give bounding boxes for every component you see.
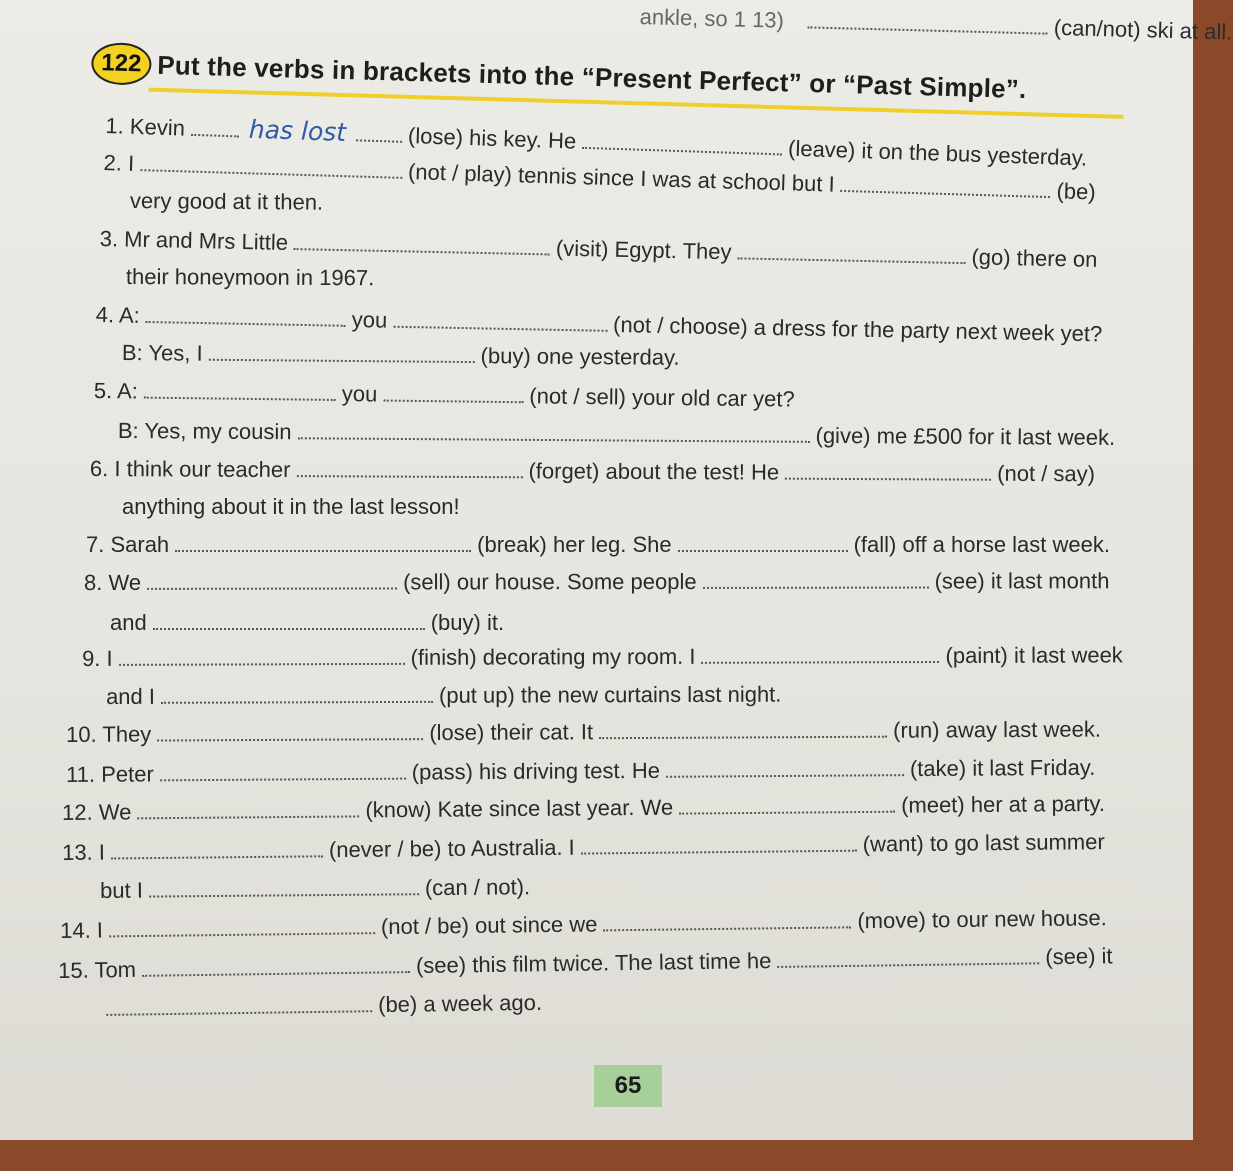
sentence-13 <box>62 829 1105 866</box>
answer-blank[interactable] <box>599 720 887 740</box>
verb-prompt: (meet) her at a party. <box>901 790 1106 818</box>
table-surface <box>0 1140 1193 1171</box>
answer-blank[interactable] <box>106 994 372 1016</box>
verb-prompt: (lose) his key. He <box>407 123 577 154</box>
exercise-header <box>91 42 1142 113</box>
verb-prompt: (fall) off a horse last week. <box>853 532 1110 557</box>
sentence-text: their honeymoon in 1967. <box>125 264 375 291</box>
verb-prompt: (buy) one yesterday. <box>480 343 680 370</box>
sentence-start: 9. I <box>82 645 113 671</box>
verb-prompt: (sell) our house. Some people <box>403 568 697 595</box>
sentence-10 <box>66 717 1101 748</box>
sentence-6 <box>90 456 1095 487</box>
handwritten-answer: has lost <box>248 114 347 147</box>
answer-blank[interactable] <box>144 381 336 401</box>
verb-prompt: (give) me £500 for it last week. <box>815 422 1116 450</box>
sentence-start: 8. We <box>84 569 142 595</box>
answer-blank[interactable] <box>703 571 929 589</box>
verb-prompt: (can / not). <box>424 874 531 901</box>
answer-blank[interactable] <box>149 877 419 897</box>
verb-prompt: (pass) his driving test. He <box>411 757 661 785</box>
answer-blank[interactable] <box>356 123 403 143</box>
page-number: 65 <box>594 1065 662 1107</box>
sentence-2-continued <box>130 188 323 216</box>
sentence-start: and <box>110 610 147 635</box>
answer-blank[interactable] <box>678 534 848 552</box>
sentence-7 <box>86 532 1110 558</box>
answer-blank[interactable] <box>777 946 1039 968</box>
verb-prompt: (want) to go last summer <box>862 829 1105 857</box>
verb-prompt: (not / play) tennis since I was at school but I <box>407 159 836 197</box>
answer-blank[interactable] <box>603 910 851 931</box>
sentence-start: 7. Sarah <box>86 532 170 557</box>
answer-blank[interactable] <box>701 645 939 664</box>
verb-prompt: (see) this film twice. The last time he <box>415 948 772 979</box>
answer-blank[interactable] <box>191 118 240 138</box>
verb-prompt: (not / sell) your old car yet? <box>529 383 795 412</box>
answer-blank[interactable] <box>209 343 475 363</box>
sentence-12 <box>62 791 1105 826</box>
verb-prompt: (leave) it on the bus yesterday. <box>787 135 1088 171</box>
verb-prompt: (visit) Egypt. They <box>555 235 732 265</box>
answer-blank[interactable] <box>582 131 782 156</box>
cut-off-text: ankle, so 1 13) <box>639 4 785 33</box>
sentence-start: 12. We <box>62 799 132 825</box>
verb-prompt: you <box>341 381 378 407</box>
verb-prompt: (put up) the new curtains last night. <box>438 681 782 708</box>
verb-prompt: (finish) decorating my room. I <box>410 643 696 670</box>
verb-prompt: (paint) it last week <box>945 642 1123 668</box>
exercise-title: Put the verbs in brackets into the “Present Perfect” or “Past Simple”. <box>156 49 1027 104</box>
verb-prompt: (not / choose) a dress for the party next week yet? <box>612 311 1103 347</box>
answer-blank[interactable] <box>581 834 857 855</box>
sentence-start: and I <box>106 683 156 709</box>
answer-blank[interactable] <box>840 174 1050 198</box>
answer-blank[interactable] <box>161 685 433 704</box>
answer-blank[interactable] <box>153 612 425 630</box>
sentence-5 <box>94 378 795 413</box>
sentence-start: 4. A: <box>95 302 141 328</box>
sentence-start: 14. I <box>60 917 104 943</box>
sentence-start: 11. Peter <box>66 761 154 787</box>
answer-blank[interactable] <box>137 799 359 819</box>
answer-blank[interactable] <box>119 647 405 666</box>
sentence-15-continued <box>100 990 542 1022</box>
sentence-text: anything about it in the last lesson! <box>122 494 460 519</box>
answer-blank[interactable] <box>679 795 895 815</box>
answer-blank[interactable] <box>142 955 410 977</box>
answer-blank[interactable] <box>383 384 523 404</box>
answer-blank[interactable] <box>785 462 991 481</box>
sentence-15 <box>58 943 1113 984</box>
answer-blank[interactable] <box>160 762 406 782</box>
verb-prompt: (not / be) out since we <box>380 911 598 940</box>
verb-prompt: you <box>351 306 388 333</box>
sentence-start: 1. Kevin <box>105 112 186 141</box>
verb-prompt: (forget) about the test! He <box>528 458 780 485</box>
verb-prompt: (be) <box>1056 178 1097 205</box>
answer-blank[interactable] <box>666 758 904 778</box>
sentence-start: but I <box>100 877 144 903</box>
verb-prompt: (break) her leg. She <box>477 532 672 557</box>
exercise-number-badge: 122 <box>91 42 152 86</box>
answer-blank[interactable] <box>109 916 375 937</box>
sentence-start: 5. A: <box>93 378 139 404</box>
answer-blank[interactable] <box>298 421 810 443</box>
sentence-6-continued <box>122 494 460 520</box>
sentence-9-continued <box>106 682 781 710</box>
sentence-start: 15. Tom <box>58 956 137 983</box>
verb-prompt: (lose) their cat. It <box>429 719 594 746</box>
verb-prompt: (run) away last week. <box>893 716 1102 743</box>
verb-prompt: (see) it last month <box>934 568 1110 594</box>
sentence-start: 2. I <box>103 150 135 176</box>
answer-blank[interactable] <box>157 722 423 741</box>
answer-blank[interactable] <box>175 534 471 552</box>
answer-blank[interactable] <box>737 241 965 264</box>
sentence-8 <box>84 568 1109 596</box>
sentence-3-continued <box>126 264 374 291</box>
sentence-5-reply <box>118 418 1115 451</box>
sentence-start: 3. Mr and Mrs Little <box>99 226 289 255</box>
verb-prompt: (never / be) to Australia. I <box>328 834 575 863</box>
sentence-start: B: Yes, my cousin <box>117 418 292 445</box>
verb-prompt: (be) a week ago. <box>377 989 543 1018</box>
sentence-11 <box>66 755 1095 788</box>
previous-exercise-last-line <box>639 4 1232 46</box>
sentence-14 <box>60 905 1107 944</box>
sentence-text: very good at it then. <box>129 188 324 215</box>
answer-blank[interactable] <box>111 839 323 859</box>
verb-prompt: (buy) it. <box>430 610 505 635</box>
verb-prompt: (move) to our new house. <box>857 905 1107 934</box>
answer-blank[interactable] <box>140 153 402 179</box>
sentence-8-continued <box>110 610 504 636</box>
answer-blank[interactable] <box>296 459 522 478</box>
verb-prompt: (go) there on <box>971 244 1098 272</box>
answer-blank[interactable] <box>146 305 346 327</box>
verb-prompt: (not / say) <box>997 460 1096 487</box>
answer-blank[interactable] <box>294 232 550 255</box>
sentence-start: 6. I think our teacher <box>89 456 291 483</box>
verb-prompt: (take) it last Friday. <box>909 754 1096 782</box>
answer-blank[interactable] <box>808 10 1048 34</box>
prompt-text: (can/not) ski at all. <box>1053 14 1233 45</box>
sentence-9 <box>82 642 1123 672</box>
sentence-start: 13. I <box>62 839 106 865</box>
verb-prompt: (know) Kate since last year. We <box>365 794 674 823</box>
sentence-start: B: Yes, I <box>121 340 203 366</box>
verb-prompt: (see) it <box>1045 943 1113 970</box>
sentence-start: 10. They <box>66 721 152 747</box>
answer-blank[interactable] <box>147 571 397 589</box>
sentence-4-reply <box>122 340 680 371</box>
answer-blank[interactable] <box>393 310 607 332</box>
sentence-13-continued <box>100 874 530 904</box>
